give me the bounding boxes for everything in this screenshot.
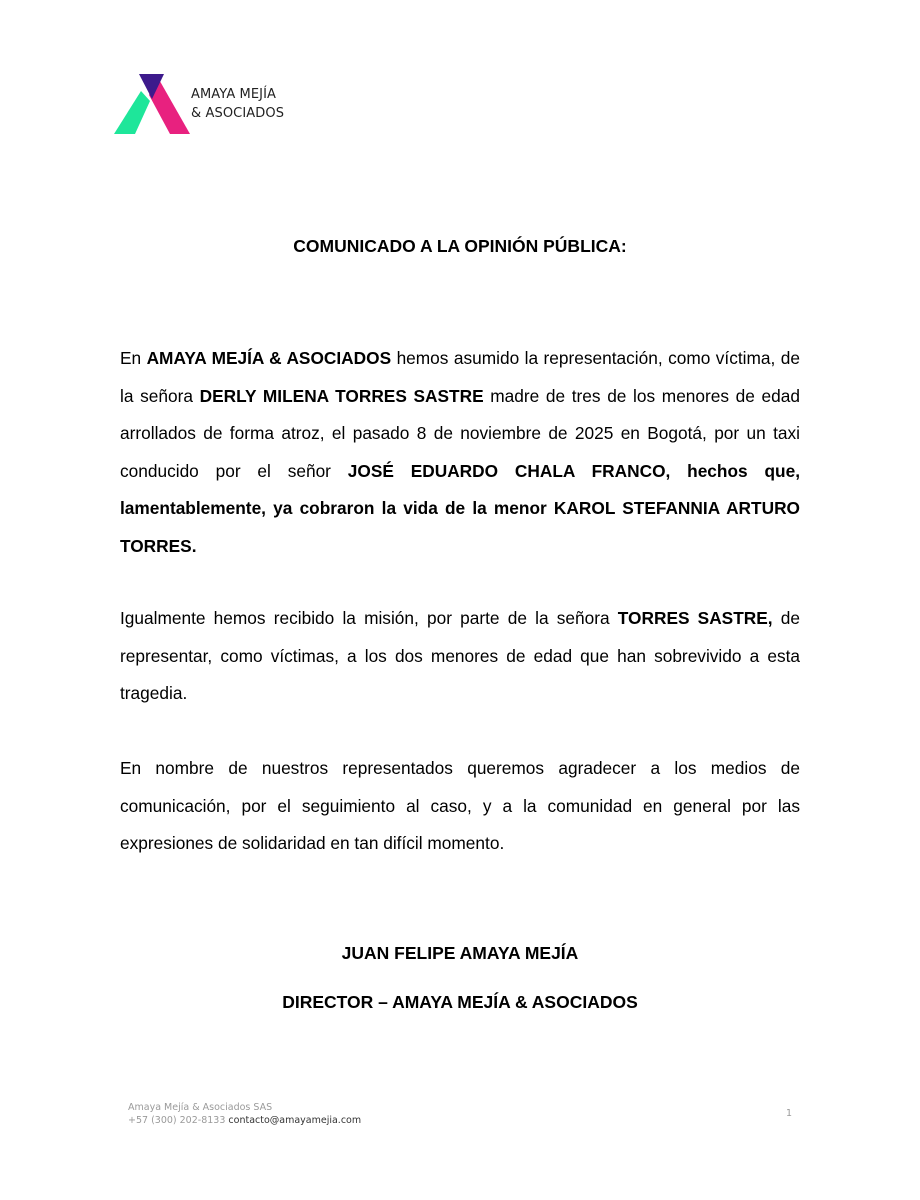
footer-email-link[interactable]: contacto@amayamejia.com bbox=[228, 1114, 362, 1126]
footer-company: Amaya Mejía & Asociados SAS bbox=[128, 1102, 273, 1113]
p2-text-2: de representar, como víctimas, a los dos menores de edad que han sobrevivido a esta tragedia. bbox=[120, 608, 800, 703]
company-logo bbox=[114, 73, 294, 135]
p2-bold-client: TORRES SASTRE, bbox=[617, 608, 773, 628]
p1-text-3: madre de tres de los menores de edad arrollados de forma atroz, el pasado 8 de noviembre de 2025 en Bogotá, por un taxi conducido por el señor bbox=[120, 385, 800, 481]
p2-text-1: Igualmente hemos recibido la misión, por parte de la señora bbox=[120, 608, 618, 628]
paragraph-thanks bbox=[120, 750, 800, 863]
logo-wordmark bbox=[191, 85, 284, 123]
footer-contact-line bbox=[128, 1115, 361, 1128]
p1-text-2: hemos asumido la representación, como víctima, de la señora bbox=[120, 348, 800, 406]
p1-text-1: En bbox=[120, 348, 147, 368]
p3-text-1: En nombre de nuestros representados queremos agradecer a los medios de comunicación, por el seguimiento al caso, y a la comunidad en general por las expresiones de solidaridad en tan difícil momento. bbox=[120, 758, 800, 853]
signature-role: DIRECTOR – AMAYA MEJÍA & ASOCIADOS bbox=[282, 992, 638, 1012]
paragraph-representation bbox=[120, 340, 800, 565]
p1-bold-firm: AMAYA MEJÍA & ASOCIADOS bbox=[146, 348, 392, 368]
logo-line-1: AMAYA MEJÍA bbox=[191, 87, 277, 102]
logo-a-mark-icon bbox=[114, 73, 190, 135]
page-number: 1 bbox=[786, 1108, 793, 1119]
footer-phone: +57 (300) 202-8133 bbox=[128, 1114, 226, 1126]
p1-bold-client: DERLY MILENA TORRES SASTRE bbox=[199, 385, 484, 406]
logo-line-2: & ASOCIADOS bbox=[191, 106, 285, 121]
document-title: COMUNICADO A LA OPINIÓN PÚBLICA: bbox=[293, 236, 627, 256]
paragraph-mission bbox=[120, 600, 800, 713]
p1-bold-facts: JOSÉ EDUARDO CHALA FRANCO, hechos que, lamentablemente, ya cobraron la vida de la menor KAROL STEFANNIA ARTURO TORRES. bbox=[120, 460, 800, 556]
signature-name: JUAN FELIPE AMAYA MEJÍA bbox=[341, 943, 579, 963]
footer-contact bbox=[128, 1102, 361, 1127]
